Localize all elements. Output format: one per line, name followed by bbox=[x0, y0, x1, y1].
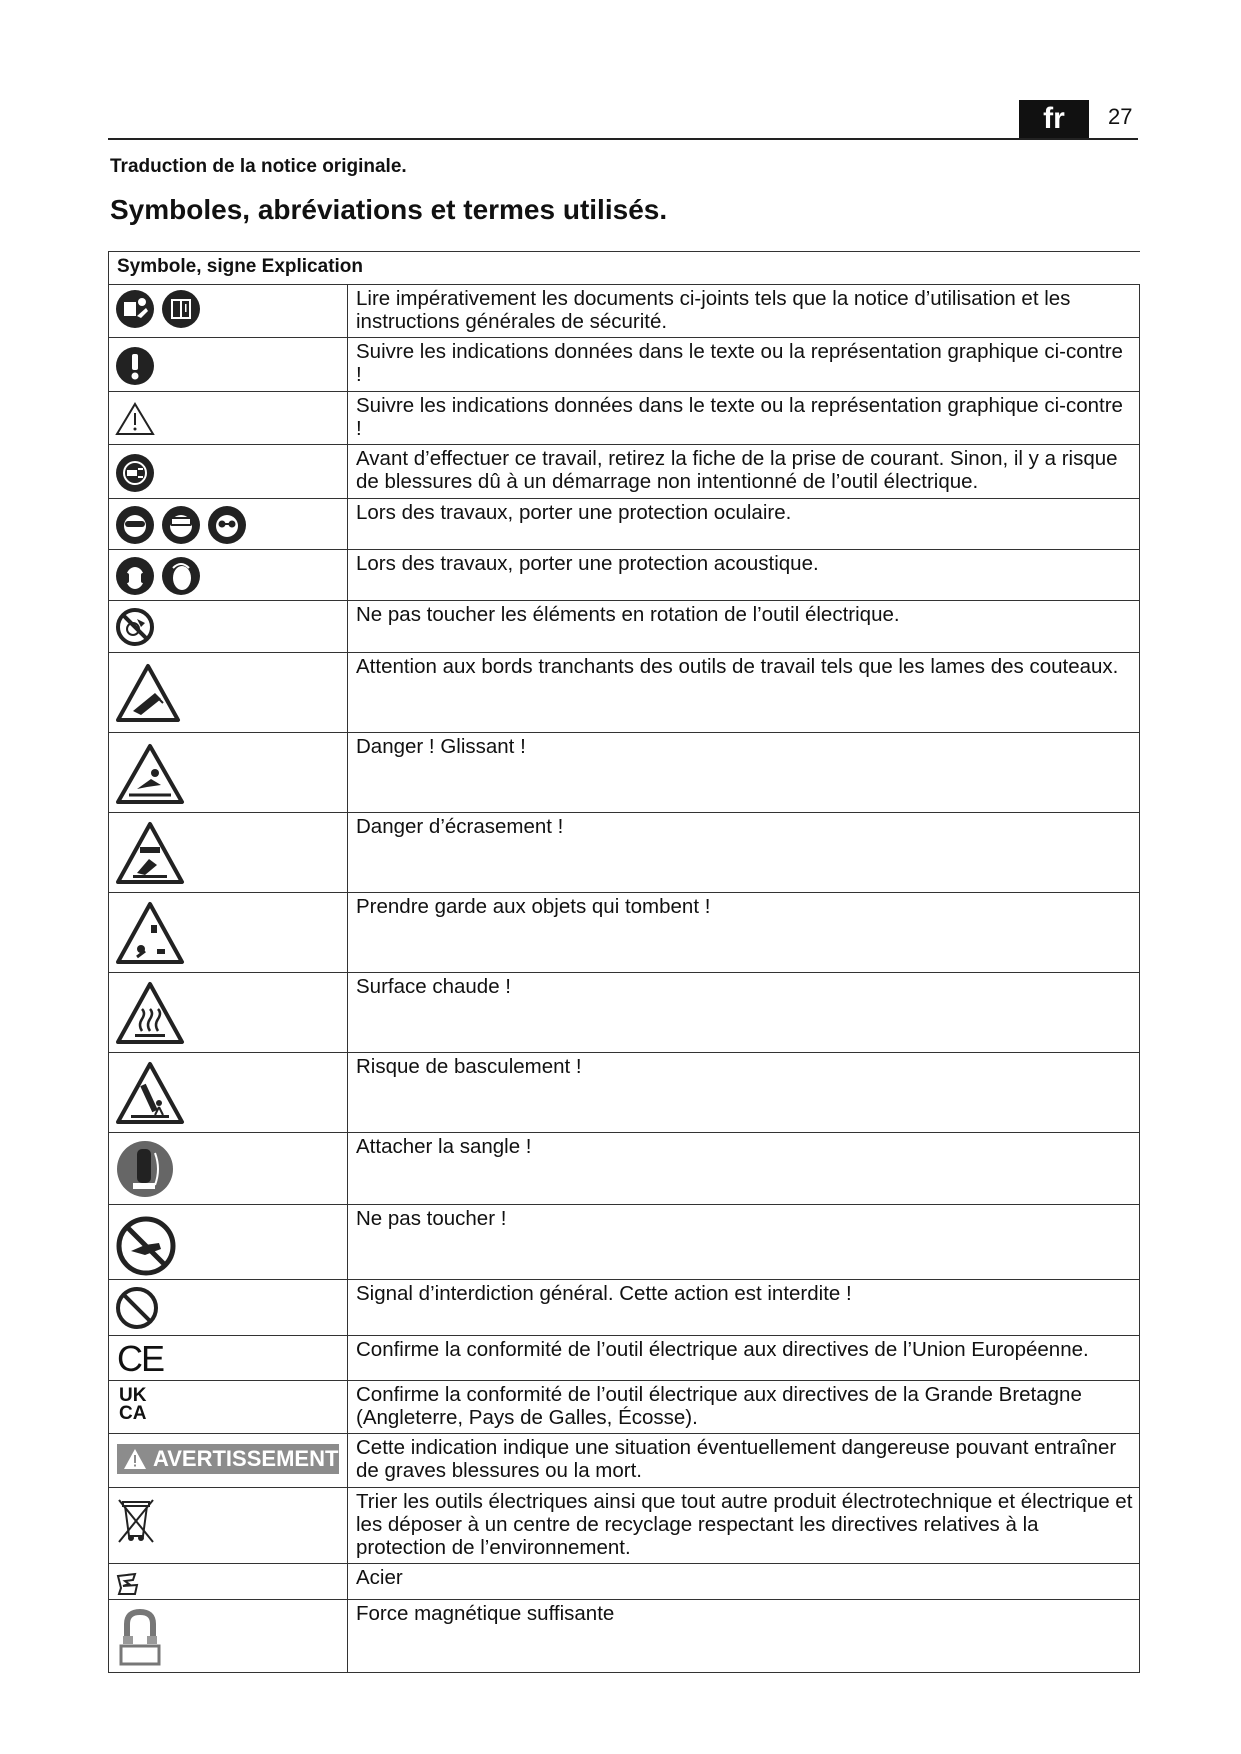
table-row bbox=[109, 392, 1140, 445]
steel-icon bbox=[115, 1572, 141, 1596]
ear-protection-icon bbox=[115, 556, 155, 596]
row-explanation: Trier les outils électriques ainsi que tout autre produit électrotechnique et électrique et les déposer à un centre de recyclage respectant les directives relatives à la protection de l’environnement. bbox=[348, 1488, 1140, 1564]
row-explanation: Lire impérativement les documents ci-joints tels que la notice d’utilisation et les instructions générales de sécurité. bbox=[348, 285, 1140, 338]
safety-strap-icon bbox=[115, 1139, 175, 1199]
prohibition-icon bbox=[115, 1286, 159, 1330]
row-explanation: Surface chaude ! bbox=[348, 973, 1140, 1053]
general-warning-icon bbox=[115, 402, 155, 436]
read-book-icon bbox=[161, 289, 201, 329]
row-explanation: Force magnétique suffisante bbox=[348, 1600, 1140, 1673]
table-row bbox=[109, 1205, 1140, 1280]
table-column-header: Symbole, signe Explication bbox=[109, 252, 1140, 285]
table-row bbox=[109, 550, 1140, 601]
row-explanation: Lors des travaux, porter une protection acoustique. bbox=[348, 550, 1140, 601]
row-explanation: Attacher la sangle ! bbox=[348, 1133, 1140, 1205]
row-explanation: Confirme la conformité de l’outil électrique aux directives de l’Union Européenne. bbox=[348, 1336, 1140, 1381]
warning-triangle-icon bbox=[123, 1448, 147, 1470]
row-explanation: Suivre les indications données dans le texte ou la représentation graphique ci-contre ! bbox=[348, 338, 1140, 392]
ukca-top-label: UK bbox=[119, 1385, 147, 1406]
row-explanation: Risque de basculement ! bbox=[348, 1053, 1140, 1133]
symbols-table bbox=[108, 251, 1140, 1673]
row-explanation: Danger d’écrasement ! bbox=[348, 813, 1140, 893]
row-explanation: Suivre les indications données dans le texte ou la représentation graphique ci-contre ! bbox=[348, 392, 1140, 445]
page-header bbox=[108, 100, 1138, 140]
table-row bbox=[109, 893, 1140, 973]
table-row bbox=[109, 653, 1140, 733]
unplug-icon bbox=[115, 453, 155, 493]
do-not-touch-icon bbox=[115, 1215, 177, 1277]
warning-badge bbox=[117, 1444, 339, 1474]
crushing-warning-icon bbox=[115, 821, 185, 885]
row-explanation: Attention aux bords tranchants des outils de travail tels que les lames des couteaux. bbox=[348, 653, 1140, 733]
sharp-edges-warning-icon bbox=[115, 663, 181, 723]
weee-bin-icon bbox=[115, 1496, 157, 1544]
row-explanation: Signal d’interdiction général. Cette action est interdite ! bbox=[348, 1280, 1140, 1336]
table-row bbox=[109, 499, 1140, 550]
row-explanation: Cette indication indique une situation éventuellement dangereuse pouvant entraîner de graves blessures ou la mort. bbox=[348, 1434, 1140, 1488]
table-row bbox=[109, 1133, 1140, 1205]
table-row bbox=[109, 285, 1140, 338]
table-row bbox=[109, 1564, 1140, 1600]
table-row bbox=[109, 445, 1140, 499]
face-shield-icon bbox=[161, 505, 201, 545]
read-manual-icon bbox=[115, 289, 155, 329]
document-subtitle: Traduction de la notice originale. bbox=[110, 156, 407, 177]
table-row bbox=[109, 1280, 1140, 1336]
table-row bbox=[109, 1381, 1140, 1434]
page-title: Symboles, abréviations et termes utilisés. bbox=[110, 194, 668, 225]
row-explanation: Danger ! Glissant ! bbox=[348, 733, 1140, 813]
table-row bbox=[109, 1488, 1140, 1564]
ear-muffs-icon bbox=[161, 556, 201, 596]
ukca-bottom-label: CA bbox=[119, 1403, 147, 1424]
mandatory-action-icon bbox=[115, 346, 155, 386]
ukca-mark-icon bbox=[109, 1381, 347, 1423]
falling-objects-warning-icon bbox=[115, 901, 185, 965]
row-explanation: Lors des travaux, porter une protection oculaire. bbox=[348, 499, 1140, 550]
ce-mark-icon: CE bbox=[117, 1338, 164, 1379]
table-row bbox=[109, 338, 1140, 392]
row-explanation: Confirme la conformité de l’outil électrique aux directives de la Grande Bretagne (Angleterre, Pays de Galles, Écosse). bbox=[348, 1381, 1140, 1434]
row-explanation: Ne pas toucher ! bbox=[348, 1205, 1140, 1280]
row-explanation: Avant d’effectuer ce travail, retirez la fiche de la prise de courant. Sinon, il y a risque de blessures dû à un démarrage non intentionné de l’outil électrique. bbox=[348, 445, 1140, 499]
row-explanation: Acier bbox=[348, 1564, 1140, 1600]
page-number: 27 bbox=[1108, 104, 1133, 129]
table-row bbox=[109, 1053, 1140, 1133]
no-touch-rotating-icon bbox=[115, 607, 155, 647]
table-row bbox=[109, 973, 1140, 1053]
tipping-warning-icon bbox=[115, 1061, 185, 1125]
eye-protection-icon bbox=[115, 505, 155, 545]
table-row bbox=[109, 1600, 1140, 1673]
row-explanation: Ne pas toucher les éléments en rotation de l’outil électrique. bbox=[348, 601, 1140, 653]
table-row bbox=[109, 601, 1140, 653]
magnetic-force-icon bbox=[115, 1606, 165, 1668]
table-row bbox=[109, 813, 1140, 893]
hot-surface-warning-icon bbox=[115, 981, 185, 1045]
table-header-row bbox=[109, 252, 1140, 285]
row-explanation: Prendre garde aux objets qui tombent ! bbox=[348, 893, 1140, 973]
table-row bbox=[109, 1336, 1140, 1381]
safety-glasses-icon bbox=[207, 505, 247, 545]
table-row bbox=[109, 733, 1140, 813]
language-badge: fr bbox=[1019, 100, 1089, 138]
warning-badge-label: AVERTISSEMENT bbox=[153, 1446, 339, 1471]
slippery-warning-icon bbox=[115, 743, 185, 805]
table-row bbox=[109, 1434, 1140, 1488]
